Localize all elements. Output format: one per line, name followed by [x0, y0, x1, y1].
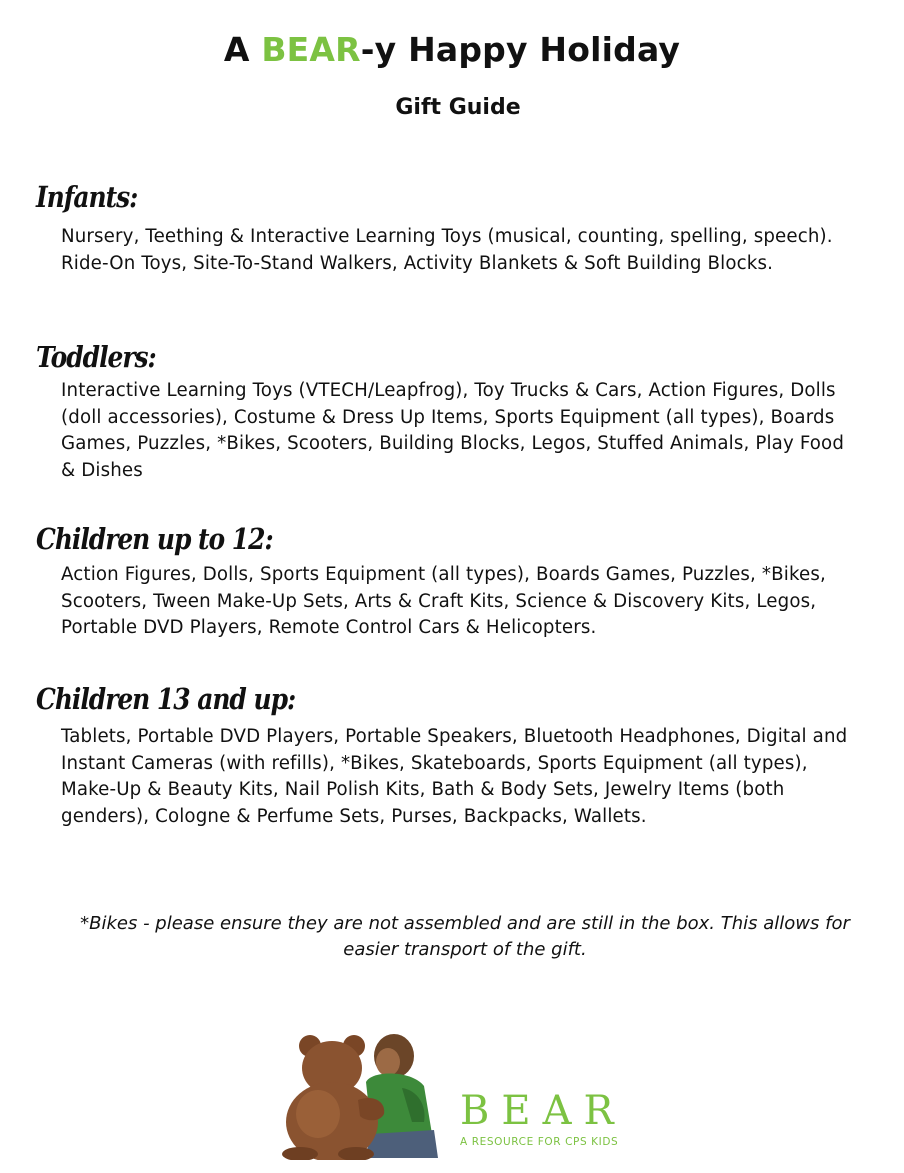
section-body-infants: Nursery, Teething & Interactive Learning Toys (musical, counting, spelling, speech). Ride-On Toys, Site-To-Stand Walkers, Activity Blankets & Soft Building Blocks.: [61, 226, 833, 274]
title-suffix: -y Happy Holiday: [360, 30, 681, 69]
section-body-toddlers: Interactive Learning Toys (VTECH/Leapfrog), Toy Trucks & Cars, Action Figures, Dolls (doll accessories), Costume & Dress Up Items, Sports Equipment (all types), Boards Games, Puzzles, *Bikes, Scooters, Building Blocks, Legos, Stuffed Animals, Play Food & Dishes: [61, 380, 845, 481]
section-body-children-13-and-up: Tablets, Portable DVD Players, Portable Speakers, Bluetooth Headphones, Digital and Instant Cameras (with refills), *Bikes, Skateboards, Sports Equipment (all types), Make-Up & Beauty Kits, Nail Polish Kits, Bath & Body Sets, Jewelry Items (both genders), Cologne & Perfume Sets, Purses, Backpacks, Wallets.: [61, 726, 848, 827]
section-heading-toddlers: Toddlers:: [36, 340, 156, 374]
page-subtitle: Gift Guide: [395, 95, 521, 120]
title-prefix: A: [223, 30, 262, 69]
bear-logo: [262, 1030, 662, 1160]
section-heading-infants: Infants:: [36, 180, 138, 214]
bear-and-child-illustration: [262, 1030, 462, 1160]
child-jeans-shape: [366, 1130, 438, 1158]
logo-wordmark: BEAR: [460, 1088, 626, 1134]
logo-tagline: A RESOURCE FOR CPS KIDS: [460, 1136, 619, 1148]
bear-body-highlight: [296, 1090, 340, 1138]
section-heading-children-13-and-up: Children 13 and up:: [36, 682, 296, 716]
page-title: [0, 30, 904, 69]
bikes-footnote: *Bikes - please ensure they are not assembled and are still in the box. This allows for easier transport of the gift.: [80, 913, 850, 960]
title-highlight-bear: BEAR: [261, 30, 361, 69]
child-face-shape: [376, 1048, 400, 1076]
section-heading-children-up-to-12: Children up to 12:: [36, 522, 273, 556]
section-body-children-up-to-12: Action Figures, Dolls, Sports Equipment (all types), Boards Games, Puzzles, *Bikes, Scooters, Tween Make-Up Sets, Arts & Craft Kits, Science & Discovery Kits, Legos, Portable DVD Players, Remote Control Cars & Helicopters.: [61, 564, 826, 638]
